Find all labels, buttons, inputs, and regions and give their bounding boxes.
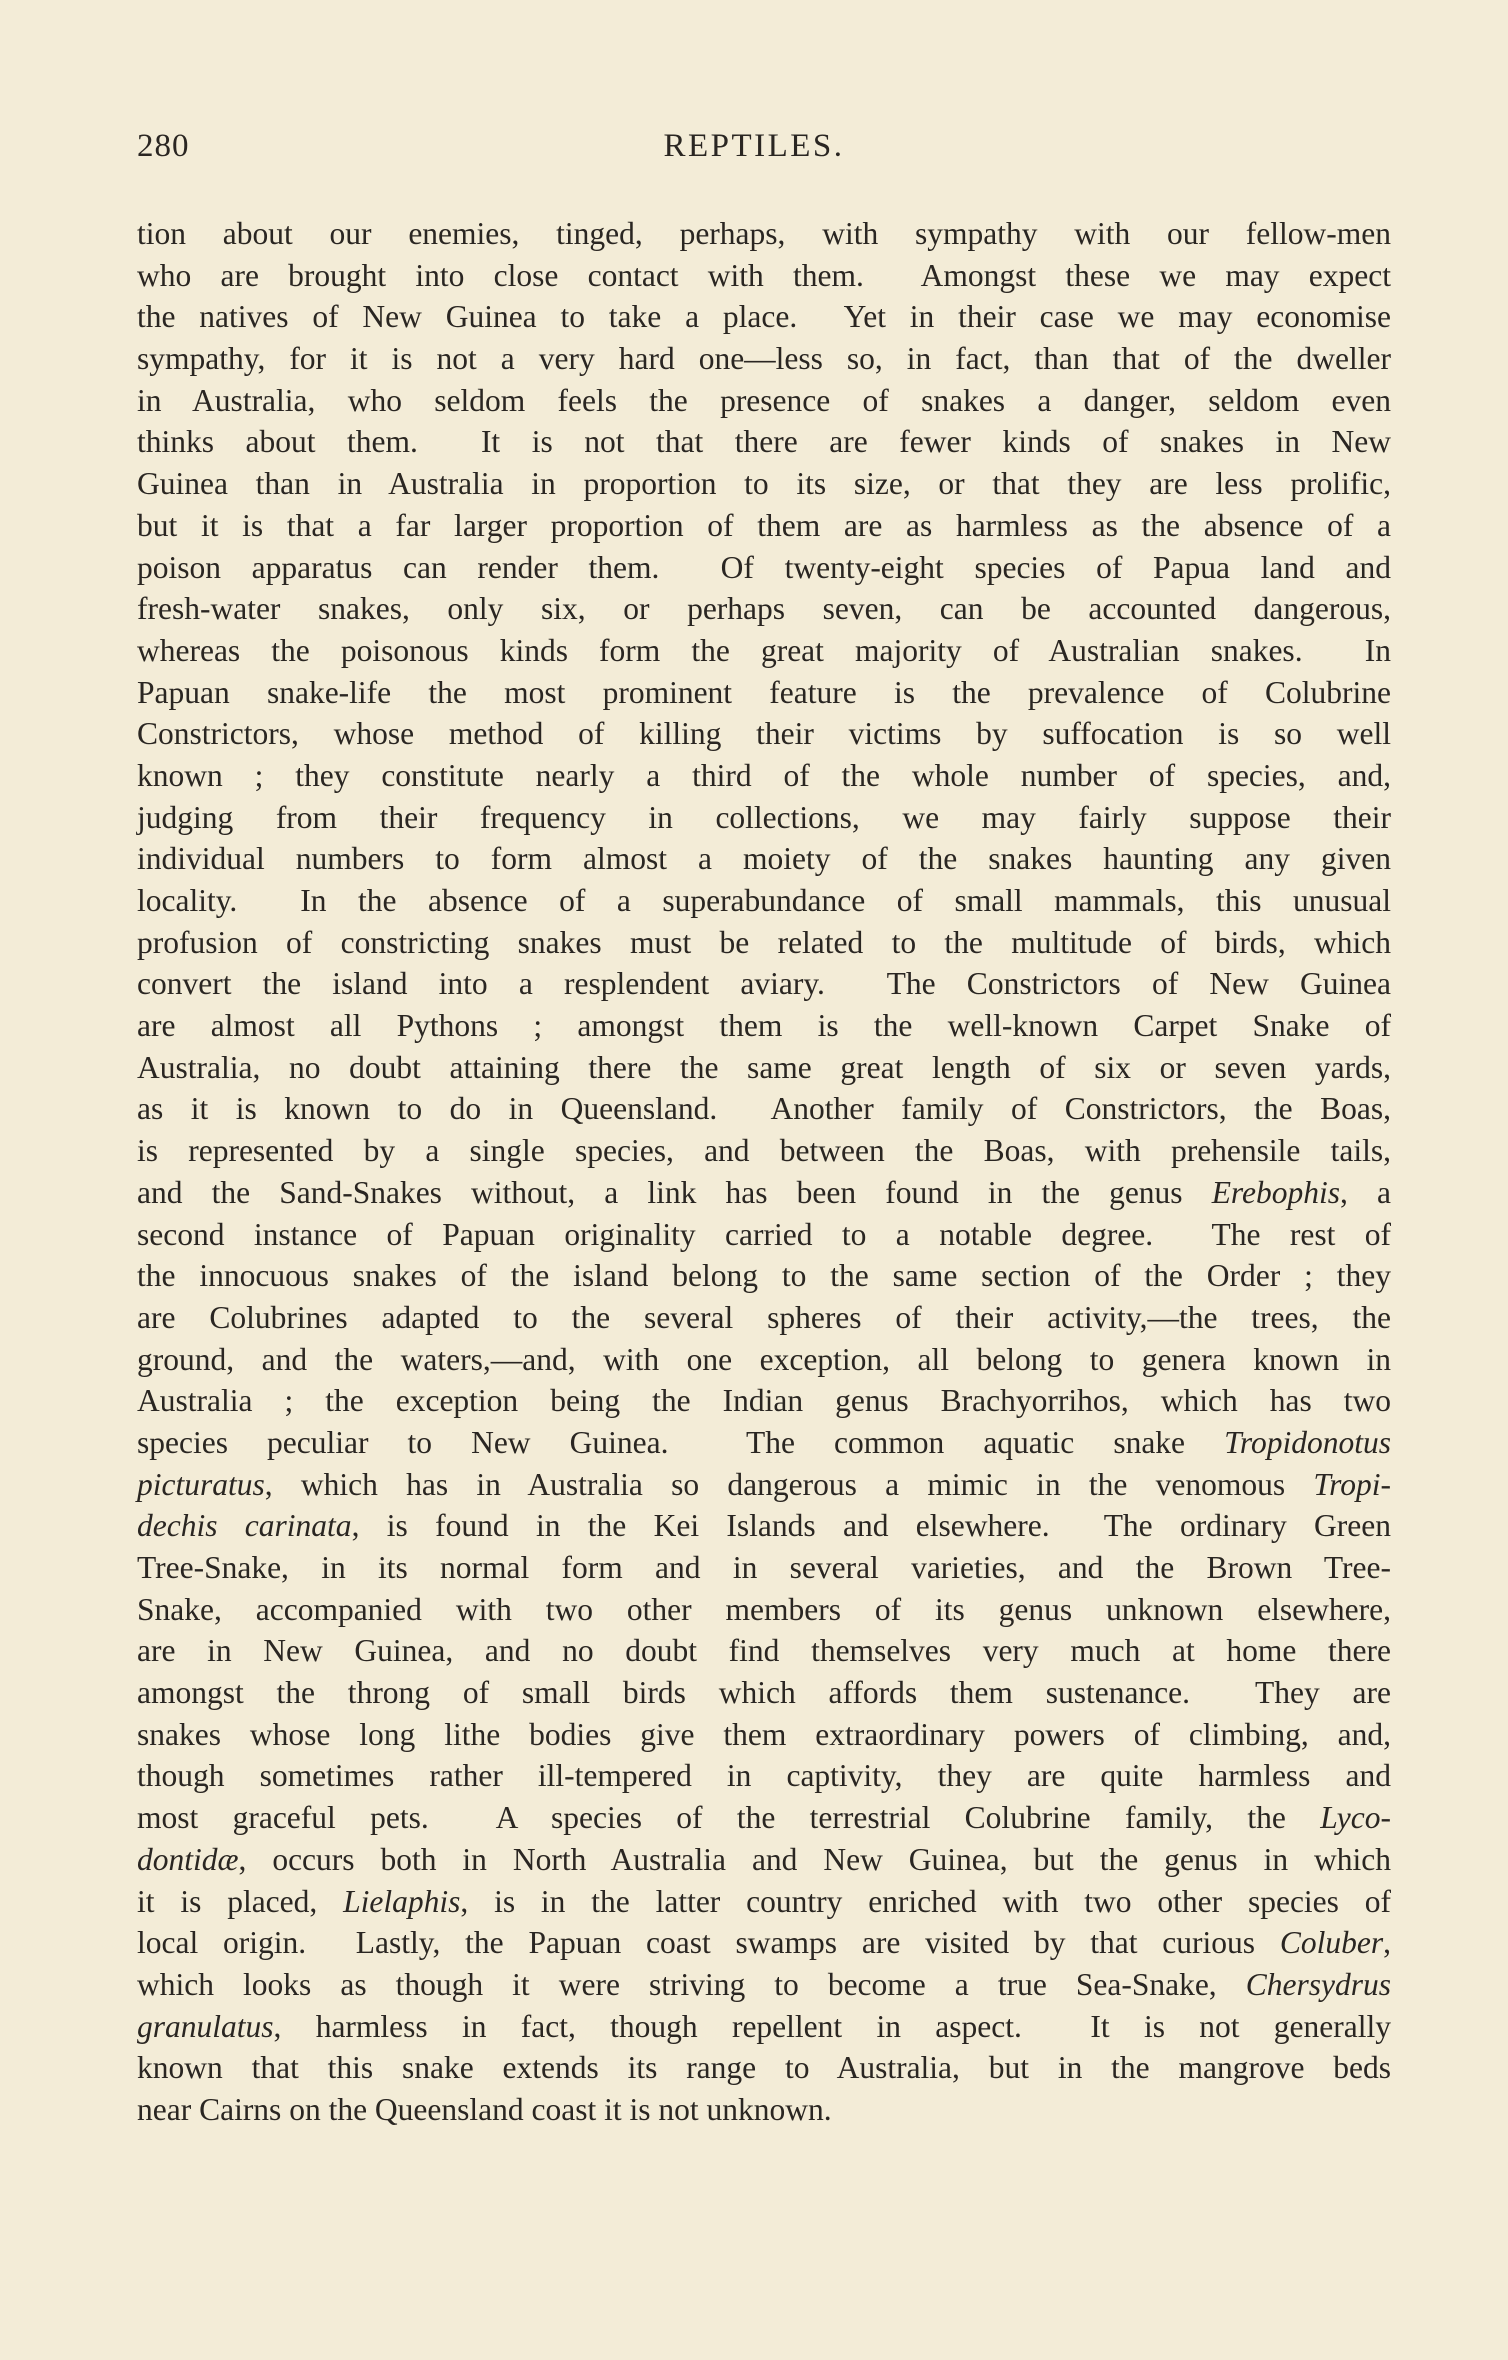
text-line — [137, 1881, 1391, 1923]
text-segment: locality. In the absence of a superabundance of small mammals, this unusual — [137, 883, 1391, 918]
text-line — [137, 1005, 1391, 1047]
italic-taxon-name: Coluber — [1279, 1925, 1384, 1961]
text-segment: but it is that a far larger proportion of them are as harmless as the absence of a — [137, 507, 1391, 543]
text-segment: Australia, no doubt attaining there the same great length of six or seven yards, — [137, 1049, 1391, 1085]
text-line — [137, 1922, 1391, 1964]
text-line — [137, 463, 1391, 505]
text-segment: it is placed, — [137, 1883, 344, 1919]
text-segment: , is in the latter country enriched with two other species of — [460, 1883, 1391, 1919]
text-segment: individual numbers to form almost a moiety of the snakes haunting any given — [137, 841, 1391, 877]
text-segment: is represented by a single species, and between the Boas, with prehensile tails, — [137, 1133, 1391, 1169]
text-segment: , harmless in fact, though repellent in aspect. It is not generally — [273, 2008, 1391, 2044]
text-segment: local origin. Lastly, the Papuan coast swamps are visited by that curious — [137, 1925, 1280, 1961]
text-line — [137, 1422, 1391, 1464]
text-line — [137, 1839, 1391, 1881]
text-line — [137, 755, 1391, 797]
text-line — [137, 296, 1391, 338]
text-line — [137, 505, 1391, 547]
text-line — [137, 380, 1391, 422]
text-line — [137, 1589, 1391, 1631]
body-text — [137, 213, 1391, 2131]
text-line — [137, 1797, 1391, 1839]
text-segment: snakes whose long lithe bodies give them extraordinary powers of climbing, and, — [137, 1716, 1391, 1752]
text-line — [137, 797, 1391, 839]
text-line — [137, 588, 1391, 630]
text-line — [137, 1964, 1391, 2006]
italic-taxon-name: Tropi- — [1313, 1466, 1391, 1502]
text-segment: in Australia, who seldom feels the presence of snakes a danger, seldom even — [137, 382, 1391, 418]
text-segment: Australia ; the exception being the Indian genus Brachyorrihos, which has two — [137, 1383, 1391, 1419]
text-line — [137, 1130, 1391, 1172]
text-segment: poison apparatus can render them. Of twenty-eight species of Papua land and — [137, 549, 1391, 585]
text-segment: known that this snake extends its range to Australia, but in the mangrove beds — [137, 2050, 1391, 2086]
text-segment: , is found in the Kei Islands and elsewhere. The ordinary Green — [351, 1508, 1391, 1544]
text-segment: , a — [1340, 1174, 1391, 1210]
text-line — [137, 1339, 1391, 1381]
italic-taxon-name: granulatus — [137, 2008, 274, 2044]
text-segment: as it is known to do in Queensland. Another family of Constrictors, the Boas, — [137, 1091, 1391, 1127]
text-line — [137, 880, 1391, 922]
text-segment: second instance of Papuan originality carried to a notable degree. The rest of — [137, 1216, 1391, 1252]
text-line — [137, 1088, 1391, 1130]
text-segment: thinks about them. It is not that there are fewer kinds of snakes in New — [137, 424, 1391, 460]
text-line — [137, 213, 1391, 255]
text-segment: the natives of New Guinea to take a place. Yet in their case we may economise — [137, 299, 1391, 335]
text-segment: species peculiar to New Guinea. The common aquatic snake — [137, 1424, 1225, 1460]
text-line — [137, 672, 1391, 714]
text-segment: judging from their frequency in collections, we may fairly suppose their — [137, 799, 1391, 835]
text-line — [137, 2089, 1391, 2131]
text-line — [137, 630, 1391, 672]
text-segment: amongst the throng of small birds which affords them sustenance. They are — [137, 1675, 1391, 1711]
text-line — [137, 547, 1391, 589]
text-segment: near Cairns on the Queensland coast it is not unknown. — [137, 2091, 832, 2127]
text-segment: Guinea than in Australia in proportion to its size, or that they are less prolific, — [137, 466, 1391, 502]
italic-taxon-name: Tropidonotus — [1224, 1424, 1391, 1460]
page-number: 280 — [137, 128, 190, 164]
text-line — [137, 1255, 1391, 1297]
text-segment: fresh-water snakes, only six, or perhaps seven, can be accounted dangerous, — [137, 591, 1391, 627]
italic-taxon-name: dechis carinata — [137, 1508, 352, 1544]
text-segment: which looks as though it were striving to become a true Sea-Snake, — [137, 1966, 1246, 2002]
italic-taxon-name: Erebophis — [1211, 1174, 1341, 1210]
text-segment: whereas the poisonous kinds form the great majority of Australian snakes. In — [137, 632, 1391, 668]
italic-taxon-name: picturatus — [137, 1466, 265, 1502]
text-segment: and the Sand-Snakes without, a link has been found in the genus — [137, 1174, 1212, 1210]
italic-taxon-name: Lielaphis — [343, 1883, 461, 1919]
text-line — [137, 1672, 1391, 1714]
text-segment: profusion of constricting snakes must be related to the multitude of birds, which — [137, 924, 1391, 960]
text-line — [137, 421, 1391, 463]
text-segment: who are brought into close contact with them. Amongst these we may expect — [137, 257, 1391, 293]
text-line — [137, 1297, 1391, 1339]
text-segment: known ; they constitute nearly a third of the whole number of species, and, — [137, 757, 1391, 793]
text-segment: , which has in Australia so dangerous a mimic in the venomous — [264, 1466, 1314, 1502]
text-segment: Snake, accompanied with two other members of its genus unknown elsewhere, — [137, 1591, 1391, 1627]
text-segment: most graceful pets. A species of the terrestrial Colubrine family, the — [137, 1800, 1321, 1836]
running-head: REPTILES. — [663, 128, 845, 164]
text-line — [137, 1172, 1391, 1214]
text-line — [137, 2006, 1391, 2048]
text-line — [137, 1630, 1391, 1672]
text-line — [137, 1047, 1391, 1089]
text-line — [137, 838, 1391, 880]
text-segment: are Colubrines adapted to the several spheres of their activity,—the trees, the — [137, 1299, 1391, 1335]
text-segment: ground, and the waters,—and, with one exception, all belong to genera known in — [137, 1341, 1391, 1377]
text-line — [137, 922, 1391, 964]
text-segment: sympathy, for it is not a very hard one—less so, in fact, than that of the dweller — [137, 341, 1391, 377]
italic-taxon-name: Chersydrus — [1245, 1966, 1391, 2002]
text-segment: are in New Guinea, and no doubt find themselves very much at home there — [137, 1633, 1391, 1669]
text-segment: though sometimes rather ill-tempered in captivity, they are quite harmless and — [137, 1758, 1391, 1794]
text-line — [137, 1380, 1391, 1422]
text-line — [137, 963, 1391, 1005]
text-segment: Papuan snake-life the most prominent feature is the prevalence of Colubrine — [137, 674, 1391, 710]
text-line — [137, 1505, 1391, 1547]
text-line — [137, 1464, 1391, 1506]
text-segment: Tree-Snake, in its normal form and in several varieties, and the Brown Tree- — [137, 1550, 1391, 1585]
text-segment: the innocuous snakes of the island belong to the same section of the Order ; they — [137, 1258, 1391, 1294]
text-line — [137, 2047, 1391, 2089]
text-segment: are almost all Pythons ; amongst them is the well-known Carpet Snake of — [137, 1008, 1391, 1044]
text-line — [137, 338, 1391, 380]
text-segment: tion about our enemies, tinged, perhaps, with sympathy with our fellow-men — [137, 216, 1391, 251]
text-segment: , occurs both in North Australia and New Guinea, but the genus in which — [238, 1841, 1391, 1877]
text-segment: , — [1383, 1925, 1391, 1961]
text-line — [137, 713, 1391, 755]
text-line — [137, 1214, 1391, 1256]
text-line — [137, 1714, 1391, 1756]
text-line — [137, 255, 1391, 297]
text-line — [137, 1547, 1391, 1589]
italic-taxon-name: Lyco- — [1320, 1800, 1391, 1836]
text-segment: convert the island into a resplendent aviary. The Constrictors of New Guinea — [137, 966, 1391, 1002]
text-segment: Constrictors, whose method of killing their victims by suffocation is so well — [137, 716, 1391, 752]
text-line — [137, 1755, 1391, 1797]
italic-taxon-name: dontidæ — [137, 1841, 239, 1877]
